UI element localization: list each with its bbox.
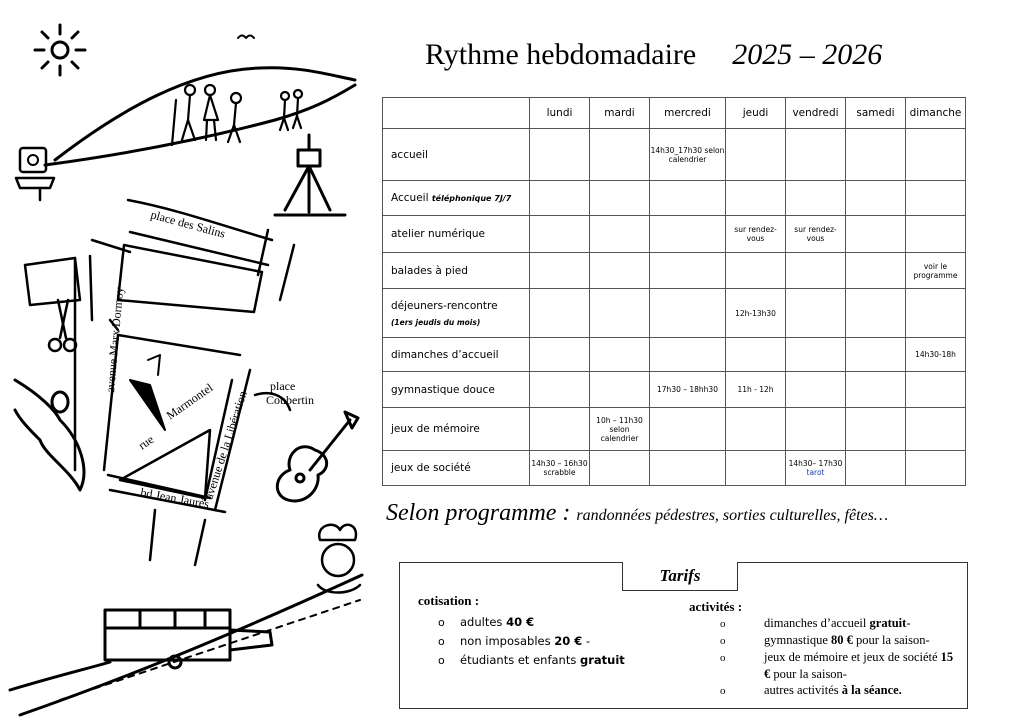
schedule-cell [786, 289, 846, 338]
item-text: étudiants et enfants [460, 653, 581, 667]
schedule-cell [530, 451, 590, 486]
activity-note: (1ers jeudis du mois) [391, 317, 481, 327]
schedule-cell [530, 129, 590, 181]
schedule-cell [590, 451, 650, 486]
day-header: mardi [590, 98, 650, 129]
list-item [438, 632, 625, 651]
street-marx-dormoy: avenue Marx Dormoy [103, 286, 127, 394]
map-illustration [0, 0, 380, 724]
schedule-cell [846, 289, 906, 338]
schedule-cell [726, 181, 786, 216]
activity-label [383, 181, 530, 216]
schedule-cell: 10h – 11h30 selon calendrier [590, 408, 650, 451]
activity-label: gymnastique douce [383, 372, 530, 408]
cell-time: 14h30 – 16h30 [531, 459, 588, 468]
item-after: pour la saison- [852, 633, 930, 647]
schedule-cell [650, 216, 726, 253]
schedule-cell [906, 216, 966, 253]
list-item [438, 651, 625, 670]
cell-extra: tarot [806, 468, 825, 477]
schedule-cell: 17h30 – 18hh30 [650, 372, 726, 408]
activity-text: Accueil [391, 192, 429, 204]
schedule-cell: voir le programme [906, 253, 966, 289]
schedule-cell [846, 372, 906, 408]
item-bold: à la séance. [841, 683, 902, 697]
schedule-cell [846, 451, 906, 486]
schedule-cell: 14h30_17h30 selon calendrier [650, 129, 726, 181]
schedule-cell [846, 216, 906, 253]
schedule-cell [590, 338, 650, 372]
item-after: - [582, 634, 591, 648]
day-header: dimanche [906, 98, 966, 129]
item-bold: 40 € [506, 615, 535, 629]
header-row [383, 98, 966, 129]
schedule-cell [650, 408, 726, 451]
schedule-cell: 12h-13h30 [726, 289, 786, 338]
schedule-cell [530, 408, 590, 451]
schedule-cell [650, 338, 726, 372]
item-text: gymnastique [764, 633, 832, 647]
title-years: 2025 – 2026 [732, 38, 883, 71]
cell-time: 14h30– 17h30 [788, 459, 843, 468]
table-row [383, 216, 966, 253]
day-header: samedi [846, 98, 906, 129]
selon-lead: Selon programme : [386, 500, 571, 526]
list-item [742, 615, 962, 632]
schedule-cell [906, 451, 966, 486]
item-bold: 80 € [831, 633, 853, 647]
table-row [383, 372, 966, 408]
schedule-cell [590, 216, 650, 253]
schedule-cell [906, 129, 966, 181]
list-item [742, 649, 962, 682]
schedule-cell [650, 253, 726, 289]
schedule-cell [530, 372, 590, 408]
schedule-cell [846, 129, 906, 181]
schedule-cell [786, 181, 846, 216]
schedule-cell [726, 253, 786, 289]
schedule-cell [650, 181, 726, 216]
street-place-coubertin: place Coubertin [266, 379, 314, 407]
day-header: jeudi [726, 98, 786, 129]
corner-cell [383, 98, 530, 129]
item-text: dimanches d’accueil [764, 616, 870, 630]
item-text: non imposables [460, 634, 555, 648]
easel-icon [275, 135, 345, 215]
table-row [383, 289, 966, 338]
schedule-cell [530, 253, 590, 289]
activites-list [742, 615, 962, 699]
list-item [742, 682, 962, 699]
item-bold: gratuit [869, 616, 907, 630]
schedule-cell [530, 216, 590, 253]
scissors-icon [25, 258, 80, 351]
schedule-cell: sur rendez-vous [786, 216, 846, 253]
table-row [383, 338, 966, 372]
schedule-cell [786, 338, 846, 372]
schedule-cell [590, 129, 650, 181]
schedule-cell [906, 408, 966, 451]
activity-label [383, 289, 530, 338]
schedule-cell [786, 372, 846, 408]
day-header: lundi [530, 98, 590, 129]
sun-icon [35, 25, 85, 75]
schedule-cell [530, 338, 590, 372]
item-bold: gratuit [580, 653, 625, 667]
schedule-cell [906, 372, 966, 408]
cotisation-list [438, 613, 625, 670]
item-after: pour la saison- [770, 667, 847, 681]
activity-suffix: téléphonique 7J/7 [431, 194, 512, 203]
selon-programme [386, 500, 888, 527]
selon-text: randonnées pédestres, sorties culturelles, fêtes… [576, 507, 889, 524]
schedule-cell [906, 289, 966, 338]
schedule-cell [590, 253, 650, 289]
page-title [425, 38, 882, 72]
schedule-cell [530, 181, 590, 216]
schedule-cell [650, 289, 726, 338]
schedule-cell [906, 181, 966, 216]
schedule-cell [786, 408, 846, 451]
hikers-icon [172, 85, 302, 145]
schedule-cell [786, 129, 846, 181]
schedule-cell [846, 181, 906, 216]
guitar-icon [277, 412, 358, 501]
weekly-schedule-table [382, 97, 966, 486]
list-item [742, 632, 962, 649]
schedule-cell: sur rendez-vous [726, 216, 786, 253]
chef-icon [318, 525, 360, 593]
activity-label: accueil [383, 129, 530, 181]
activity-label: jeux de mémoire [383, 408, 530, 451]
activity-label: balades à pied [383, 253, 530, 289]
schedule-cell [846, 408, 906, 451]
schedule-cell [530, 289, 590, 338]
computer-icon [16, 148, 54, 200]
item-text: adultes [460, 615, 507, 629]
schedule-cell [590, 372, 650, 408]
day-header: mercredi [650, 98, 726, 129]
street-jean-jaures: bd Jean Jaurès [139, 485, 211, 511]
activites-label: activités : [689, 599, 743, 614]
schedule-cell [590, 289, 650, 338]
street-liberation: avenue de la Libération [201, 389, 250, 501]
street-marmontel: Marmontel [163, 380, 216, 423]
schedule-cell: 11h - 12h [726, 372, 786, 408]
schedule-cell [846, 338, 906, 372]
cotisation-label: cotisation : [418, 593, 480, 608]
cell-extra: scrabble [543, 468, 576, 477]
table-row [383, 451, 966, 486]
item-text: autres activités [764, 683, 842, 697]
schedule-cell [786, 451, 846, 486]
street-place-salins: place des Salins [149, 207, 227, 241]
street-rue: rue [135, 432, 157, 453]
schedule-cell [650, 451, 726, 486]
schedule-cell: 14h30-18h [906, 338, 966, 372]
activity-label: jeux de société [383, 451, 530, 486]
table-row [383, 129, 966, 181]
schedule-cell [786, 253, 846, 289]
tarifs-title: Tarifs [622, 562, 738, 591]
activity-text: déjeuners-rencontre [391, 299, 498, 312]
item-text: jeux de mémoire et jeux de société [764, 650, 941, 664]
table-row [383, 408, 966, 451]
schedule-cell [590, 181, 650, 216]
activity-label: atelier numérique [383, 216, 530, 253]
schedule-cell [726, 129, 786, 181]
schedule-cell [726, 338, 786, 372]
tarifs-box [399, 562, 968, 709]
title-main: Rythme hebdomadaire [425, 38, 697, 71]
day-header: vendredi [786, 98, 846, 129]
item-after: - [906, 616, 911, 630]
schedule-cell [726, 451, 786, 486]
list-item [438, 613, 625, 632]
item-bold: 20 € [554, 634, 583, 648]
bus-icon [105, 610, 272, 668]
schedule-cell [846, 253, 906, 289]
table-row [383, 181, 966, 216]
table-row [383, 253, 966, 289]
schedule-cell [726, 408, 786, 451]
activity-label: dimanches d’accueil [383, 338, 530, 372]
item-bold: 15 € [764, 650, 954, 681]
